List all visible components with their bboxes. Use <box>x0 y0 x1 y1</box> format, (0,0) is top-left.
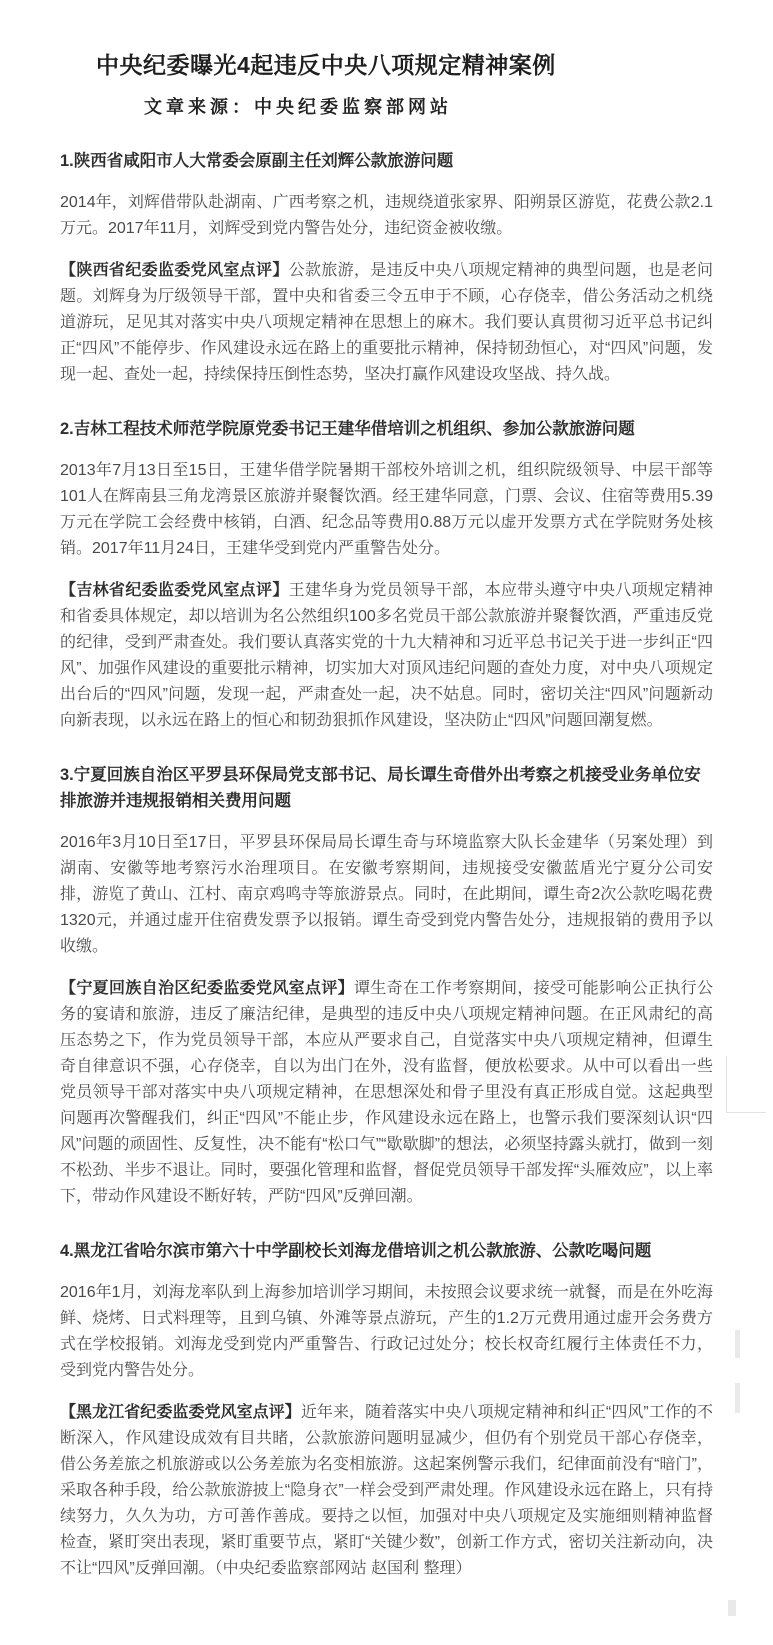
case-section-4 <box>60 1238 713 1582</box>
scan-artifact <box>726 1112 766 1113</box>
comment-label: 【黑龙江省纪委监委党风室点评】 <box>60 1404 301 1421</box>
case-body: 2014年，刘辉借带队赴湖南、广西考察之机，违规绕道张家界、阳朔景区游览，花费公款2.1万元。2017年11月，刘辉受到党内警告处分，违纪资金被收缴。 <box>60 194 713 237</box>
case-section-1 <box>60 148 713 388</box>
case-section-2 <box>60 416 713 734</box>
scan-artifact <box>728 1600 736 1616</box>
case-body: 2016年3月10日至17日，平罗县环保局局长谭生奇与环境监察大队长金建华（另案处理）到湖南、安徽等地考察污水治理项目。在安徽考察期间，违规接受安徽蓝盾光宁夏分公司安排，游览了黄山、江村、南京鸡鸣寺等旅游景点。同时，在此期间，谭生奇2次公款吃喝花费1320元，并通过虚开住宿费发票予以报销。谭生奇受到党内警告处分，违规报销的费用予以收缴。 <box>60 834 713 955</box>
case-body: 2016年1月，刘海龙率队到上海参加培训学习期间，未按照会议要求统一就餐，而是在外吃海鲜、烧烤、日式料理等，且到乌镇、外滩等景点游玩，产生的1.2万元费用通过虚开会务费方式在学校报销。刘海龙受到党内严重警告、行政记过处分；校长权奇红履行主体责任不力，受到党内警告处分。 <box>60 1284 713 1379</box>
comment-text: 公款旅游，是违反中央八项规定精神的典型问题，也是老问题。刘辉身为厅级领导干部，置中央和省委三令五申于不顾，心存侥幸，借公务活动之机绕道游玩，足见其对落实中央八项规定精神在思想上的麻木。我们要认真贯彻习近平总书记纠正“四风”不能停步、作风建设永远在路上的重要批示精神，保持韧劲恒心，对“四风”问题，发现一起、查处一起，持续保持压倒性态势，坚决打赢作风建设攻坚战、持久战。 <box>60 262 713 383</box>
source-line: 文章来源：中央纪委监察部网站 <box>144 97 452 117</box>
case-heading: 2.吉林工程技术师范学院原党委书记王建华借培训之机组织、参加公款旅游问题 <box>60 420 635 438</box>
comment-text: 近年来，随着落实中央八项规定精神和纠正“四风”工作的不断深入，作风建设成效有目共睹，公款旅游问题明显减少，但仍有个别党员干部心存侥幸，借公务差旅之机旅游或以公务差旅为名变相旅游。这起案例警示我们，纪律面前没有“暗门”，采取各种手段，给公款旅游披上“隐身衣”一样会受到严肃处理。作风建设永远在路上，只有持续努力，久久为功，方可善作善成。要持之以恒，加强对中央八项规定及实施细则精神监督检查，紧盯突出表现，紧盯重要节点，紧盯“关键少数”，创新工作方式，密切关注新动向，决不让“四风”反弹回潮。（中央纪委监察部网站 赵国利 整理） <box>60 1404 713 1577</box>
case-comment <box>60 1400 713 1582</box>
scan-artifact <box>726 1056 727 1112</box>
case-heading: 1.陕西省咸阳市人大常委会原副主任刘辉公款旅游问题 <box>60 152 454 170</box>
case-comment <box>60 976 713 1210</box>
case-heading: 3.宁夏回族自治区平罗县环保局党支部书记、局长谭生奇借外出考察之机接受业务单位安排旅游并违规报销相关费用问题 <box>60 766 701 810</box>
case-section-3 <box>60 762 713 1210</box>
comment-label: 【陕西省纪委监委党风室点评】 <box>60 262 289 279</box>
scan-artifact <box>735 1383 740 1413</box>
case-comment <box>60 578 713 734</box>
case-comment <box>60 258 713 388</box>
case-body: 2013年7月13日至15日，王建华借学院暑期干部校外培训之机，组织院级领导、中层干部等101人在辉南县三角龙湾景区旅游并聚餐饮酒。经王建华同意，门票、会议、住宿等费用5.39万元在学院工会经费中核销，白酒、纪念品等费用0.88万元以虚开发票方式在学院财务处核销。2017年11月24日，王建华受到党内严重警告处分。 <box>60 462 713 557</box>
comment-text: 王建华身为党员领导干部，本应带头遵守中央八项规定精神和省委具体规定，却以培训为名公然组织100多名党员干部公款旅游并聚餐饮酒，严重违反党的纪律，受到严肃查处。我们要认真落实党的十九大精神和习近平总书记关于进一步纠正“四风”、加强作风建设的重要批示精神，切实加大对顶风违纪问题的查处力度，对中央八项规定出台后的“四风”问题，发现一起，严肃查处一起，决不姑息。同时，密切关注“四风”问题新动向新表现，以永远在路上的恒心和韧劲狠抓作风建设，坚决防止“四风”问题回潮复燃。 <box>60 582 713 729</box>
case-heading: 4.黑龙江省哈尔滨市第六十中学副校长刘海龙借培训之机公款旅游、公款吃喝问题 <box>60 1242 652 1260</box>
comment-text: 谭生奇在工作考察期间，接受可能影响公正执行公务的宴请和旅游，违反了廉洁纪律，是典型的违反中央八项规定精神问题。在正风肃纪的高压态势之下，作为党员领导干部，本应从严要求自己，自觉落实中央八项规定精神，但谭生奇自律意识不强，心存侥幸，自以为出门在外，没有监督，便放松要求。从中可以看出一些党员领导干部对落实中央八项规定精神，在思想深处和骨子里没有真正形成自觉。这起典型问题再次警醒我们，纠正“四风”不能止步，作风建设永远在路上，也警示我们要深刻认识“四风”问题的顽固性、反复性，决不能有“松口气”“歇歇脚”的想法，必须坚持露头就打，做到一刻不松劲、半步不退让。同时，要强化管理和监督，督促党员领导干部发挥“头雁效应”，以上率下，带动作风建设不断好转，严防“四风”反弹回潮。 <box>60 980 713 1205</box>
page-title: 中央纪委曝光4起违反中央八项规定精神案例 <box>96 52 556 78</box>
comment-label: 【吉林省纪委监委党风室点评】 <box>60 582 289 599</box>
scan-artifact <box>735 1330 740 1358</box>
comment-label: 【宁夏回族自治区纪委监委党风室点评】 <box>60 980 354 997</box>
